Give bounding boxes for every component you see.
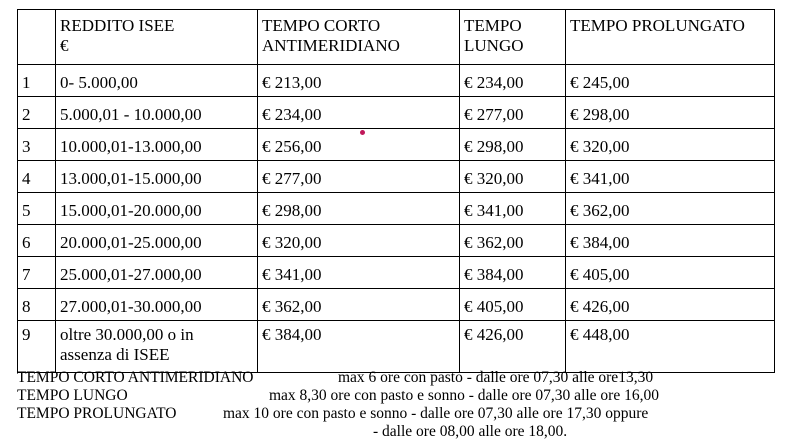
table-row (18, 289, 775, 321)
fee-prolungato: € 384,00 (566, 225, 775, 257)
fee-prolungato: € 341,00 (566, 161, 775, 193)
legend-description: max 6 ore con pasto - dalle ore 07,30 alle ore13,30 (338, 369, 654, 386)
row-number: 4 (18, 161, 56, 193)
isee-range: 0- 5.000,00 (56, 65, 258, 97)
header-tempo-lungo: TEMPO LUNGO (460, 10, 566, 65)
fee-lungo: € 405,00 (460, 289, 566, 321)
isee-range: 27.000,01-30.000,00 (56, 289, 258, 321)
row-number: 7 (18, 257, 56, 289)
stray-mark-dot (360, 130, 365, 135)
schedule-legend (17, 369, 797, 441)
header-row-number (18, 10, 56, 65)
fee-corto: € 320,00 (258, 225, 460, 257)
table-row (18, 65, 775, 97)
isee-range: 5.000,01 - 10.000,00 (56, 97, 258, 129)
fee-prolungato: € 298,00 (566, 97, 775, 129)
table-row (18, 161, 775, 193)
row-number: 9 (18, 321, 56, 373)
fee-corto: € 277,00 (258, 161, 460, 193)
fee-corto: € 384,00 (258, 321, 460, 373)
row-number: 6 (18, 225, 56, 257)
header-tempo-corto: TEMPO CORTO ANTIMERIDIANO (258, 10, 460, 65)
row-number: 5 (18, 193, 56, 225)
fee-prolungato: € 405,00 (566, 257, 775, 289)
table-row (18, 321, 775, 373)
fee-corto: € 341,00 (258, 257, 460, 289)
isee-range: 13.000,01-15.000,00 (56, 161, 258, 193)
fee-prolungato: € 320,00 (566, 129, 775, 161)
fee-lungo: € 362,00 (460, 225, 566, 257)
isee-range: 25.000,01-27.000,00 (56, 257, 258, 289)
fee-lungo: € 384,00 (460, 257, 566, 289)
fee-corto: € 362,00 (258, 289, 460, 321)
fee-prolungato: € 245,00 (566, 65, 775, 97)
legend-label: TEMPO CORTO ANTIMERIDIANO (17, 369, 254, 386)
legend-label: TEMPO PROLUNGATO (17, 405, 177, 422)
fee-lungo: € 426,00 (460, 321, 566, 373)
fee-corto: € 234,00 (258, 97, 460, 129)
table-row (18, 225, 775, 257)
legend-description: - dalle ore 08,00 alle ore 18,00. (373, 423, 568, 440)
fee-prolungato: € 426,00 (566, 289, 775, 321)
table-row (18, 129, 775, 161)
fee-lungo: € 341,00 (460, 193, 566, 225)
table-row (18, 193, 775, 225)
legend-row (17, 387, 797, 405)
row-number: 8 (18, 289, 56, 321)
legend-row (17, 423, 797, 441)
row-number: 1 (18, 65, 56, 97)
header-reddito-isee: REDDITO ISEE € (56, 10, 258, 65)
legend-description: max 10 ore con pasto e sonno - dalle ore 07,30 alle ore 17,30 oppure (223, 405, 649, 422)
table-header-row (18, 10, 775, 65)
fee-lungo: € 234,00 (460, 65, 566, 97)
table-row (18, 97, 775, 129)
header-tempo-prolungato: TEMPO PROLUNGATO (566, 10, 775, 65)
fee-lungo: € 277,00 (460, 97, 566, 129)
row-number: 2 (18, 97, 56, 129)
fee-lungo: € 298,00 (460, 129, 566, 161)
legend-label: TEMPO LUNGO (17, 387, 128, 404)
isee-range: 10.000,01-13.000,00 (56, 129, 258, 161)
isee-range: 20.000,01-25.000,00 (56, 225, 258, 257)
fee-table (17, 9, 775, 373)
legend-description: max 8,30 ore con pasto e sonno - dalle ore 07,30 alle ore 16,00 (269, 387, 659, 404)
legend-row (17, 405, 797, 423)
row-number: 3 (18, 129, 56, 161)
fee-prolungato: € 362,00 (566, 193, 775, 225)
fee-prolungato: € 448,00 (566, 321, 775, 373)
isee-range: oltre 30.000,00 o in assenza di ISEE (56, 321, 258, 373)
fee-corto: € 256,00 (258, 129, 460, 161)
table-row (18, 257, 775, 289)
fee-corto: € 298,00 (258, 193, 460, 225)
legend-row (17, 369, 797, 387)
fee-lungo: € 320,00 (460, 161, 566, 193)
fee-corto: € 213,00 (258, 65, 460, 97)
isee-range: 15.000,01-20.000,00 (56, 193, 258, 225)
